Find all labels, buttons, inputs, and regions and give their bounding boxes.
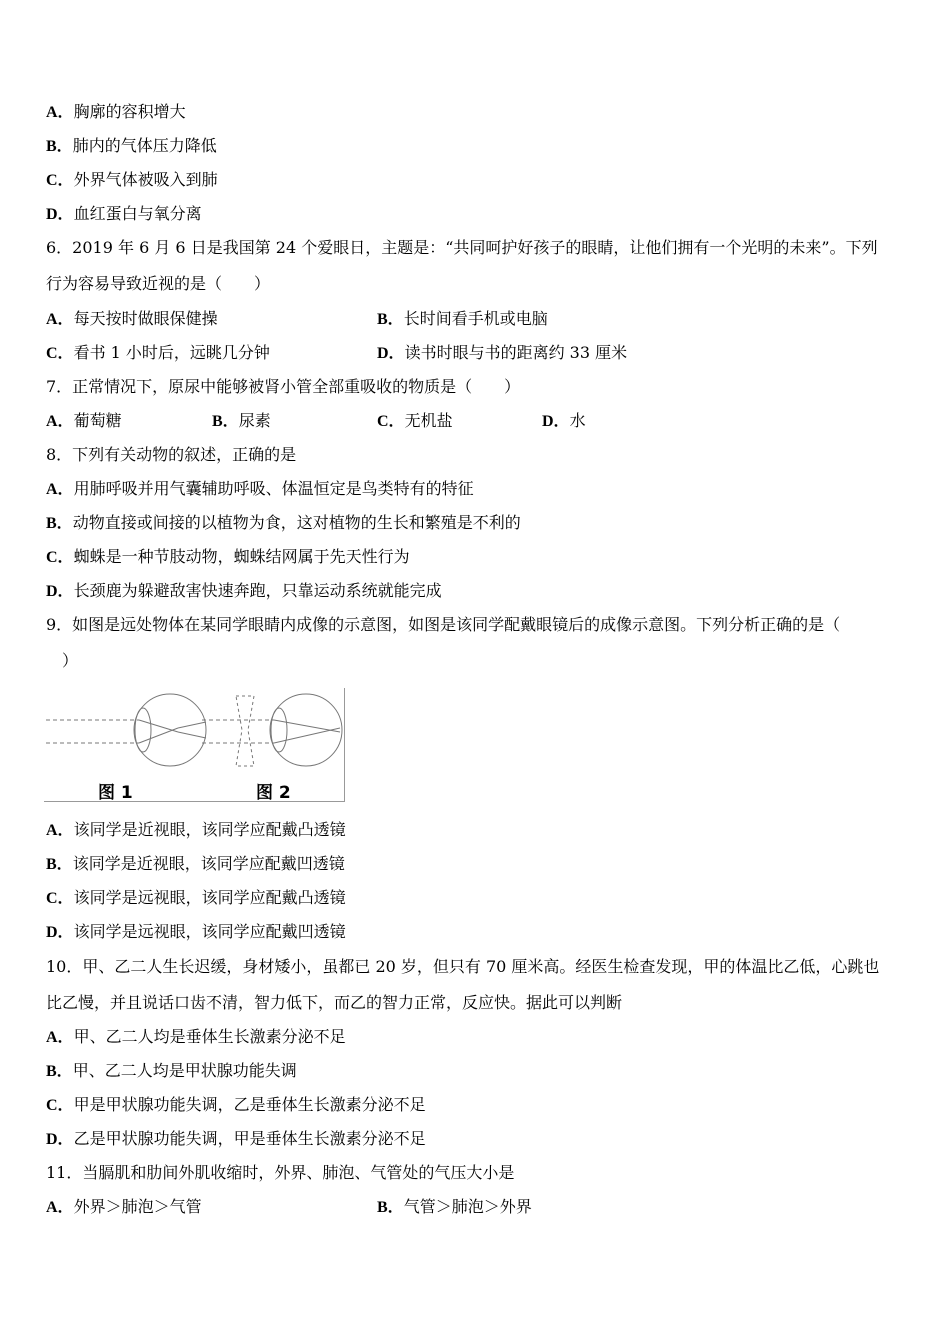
ray-1f <box>178 722 206 728</box>
q7-option-b: B．尿素 <box>212 411 271 430</box>
corrective-lens <box>236 696 254 766</box>
q6-option-c: C．看书 1 小时后，远眺几分钟 <box>46 343 270 362</box>
q8-option-c: C．蜘蛛是一种节肢动物，蜘蛛结网属于先天性行为 <box>46 547 410 566</box>
q10-stem-line2: 比乙慢，并且说话口齿不清，智力低下，而乙的智力正常，反应快。据此可以判断 <box>46 993 623 1012</box>
q8-option-a: A．用肺呼吸并用气囊辅助呼吸、体温恒定是鸟类特有的特征 <box>46 479 474 498</box>
q6-options-row1 <box>46 309 906 330</box>
q6-options-row2 <box>46 343 906 364</box>
q7-options-row <box>46 411 906 432</box>
lens-1 <box>135 708 151 752</box>
q5-option-d: D．血红蛋白与氧分离 <box>46 204 202 223</box>
eye-figure <box>44 688 345 802</box>
q11-stem: 11．当膈肌和肋间外肌收缩时，外界、肺泡、气管处的气压大小是 <box>46 1163 515 1182</box>
q11-option-a: A．外界＞肺泡＞气管 <box>46 1197 202 1216</box>
eye-figure-1 <box>46 694 206 766</box>
q6-option-a: A．每天按时做眼保健操 <box>46 309 218 328</box>
q8-stem: 8．下列有关动物的叙述，正确的是 <box>46 445 297 464</box>
q6-stem-line2: 行为容易导致近视的是（ ） <box>46 274 271 293</box>
q5-option-c: C．外界气体被吸入到肺 <box>46 170 218 189</box>
q10-option-b: B．甲、乙二人均是甲状腺功能失调 <box>46 1061 297 1080</box>
q10-option-d: D．乙是甲状腺功能失调，甲是垂体生长激素分泌不足 <box>46 1129 426 1148</box>
q9-stem-line2: ） <box>62 651 79 670</box>
q5-option-a: A．胸廓的容积增大 <box>46 102 186 121</box>
q9-stem-line1: 9．如图是远处物体在某同学眼睛内成像的示意图，如图是该同学配戴眼镜后的成像示意图。下列分析正确的是（ <box>46 615 841 634</box>
q10-option-a: A．甲、乙二人均是垂体生长激素分泌不足 <box>46 1027 346 1046</box>
eye-figure-2 <box>202 694 342 766</box>
q7-stem: 7．正常情况下，原尿中能够被肾小管全部重吸收的物质是（ ） <box>46 377 521 396</box>
q6-option-b: B．长时间看手机或电脑 <box>377 309 548 328</box>
q9-option-a: A．该同学是近视眼，该同学应配戴凸透镜 <box>46 820 346 839</box>
q11-option-b: B．气管＞肺泡＞外界 <box>377 1197 532 1216</box>
q8-option-d: D．长颈鹿为躲避敌害快速奔跑，只靠运动系统就能完成 <box>46 581 442 600</box>
lens-2 <box>271 708 287 752</box>
figure-2-label: 图 2 <box>256 783 291 803</box>
q10-stem-line1: 10．甲、乙二人生长迟缓，身材矮小，虽都已 20 岁，但只有 70 厘米高。经医生检查发现，甲的体温比乙低，心跳也 <box>46 957 880 976</box>
ray-1e <box>178 732 206 738</box>
ray-1d <box>139 728 178 743</box>
q9-option-d: D．该同学是远视眼，该同学应配戴凹透镜 <box>46 922 346 941</box>
figure-1-label: 图 1 <box>98 783 133 803</box>
eye-diagrams <box>44 688 344 801</box>
q7-option-d: D．水 <box>542 411 586 430</box>
q6-stem-line1: 6．2019 年 6 月 6 日是我国第 24 个爱眼日，主题是：“共同呵护好孩子的眼睛，让他们拥有一个光明的未来”。下列 <box>46 238 878 257</box>
q9-option-c: C．该同学是远视眼，该同学应配戴凸透镜 <box>46 888 346 907</box>
q8-option-b: B．动物直接或间接的以植物为食，这对植物的生长和繁殖是不利的 <box>46 513 521 532</box>
q5-option-b: B．肺内的气体压力降低 <box>46 136 217 155</box>
q6-option-d: D．读书时眼与书的距离约 33 厘米 <box>377 343 628 362</box>
q10-option-c: C．甲是甲状腺功能失调，乙是垂体生长激素分泌不足 <box>46 1095 426 1114</box>
q11-options-row <box>46 1197 906 1218</box>
q7-option-a: A．葡萄糖 <box>46 411 122 430</box>
q9-option-b: B．该同学是近视眼，该同学应配戴凹透镜 <box>46 854 345 873</box>
q7-option-c: C．无机盐 <box>377 411 453 430</box>
ray-2d <box>274 728 340 743</box>
